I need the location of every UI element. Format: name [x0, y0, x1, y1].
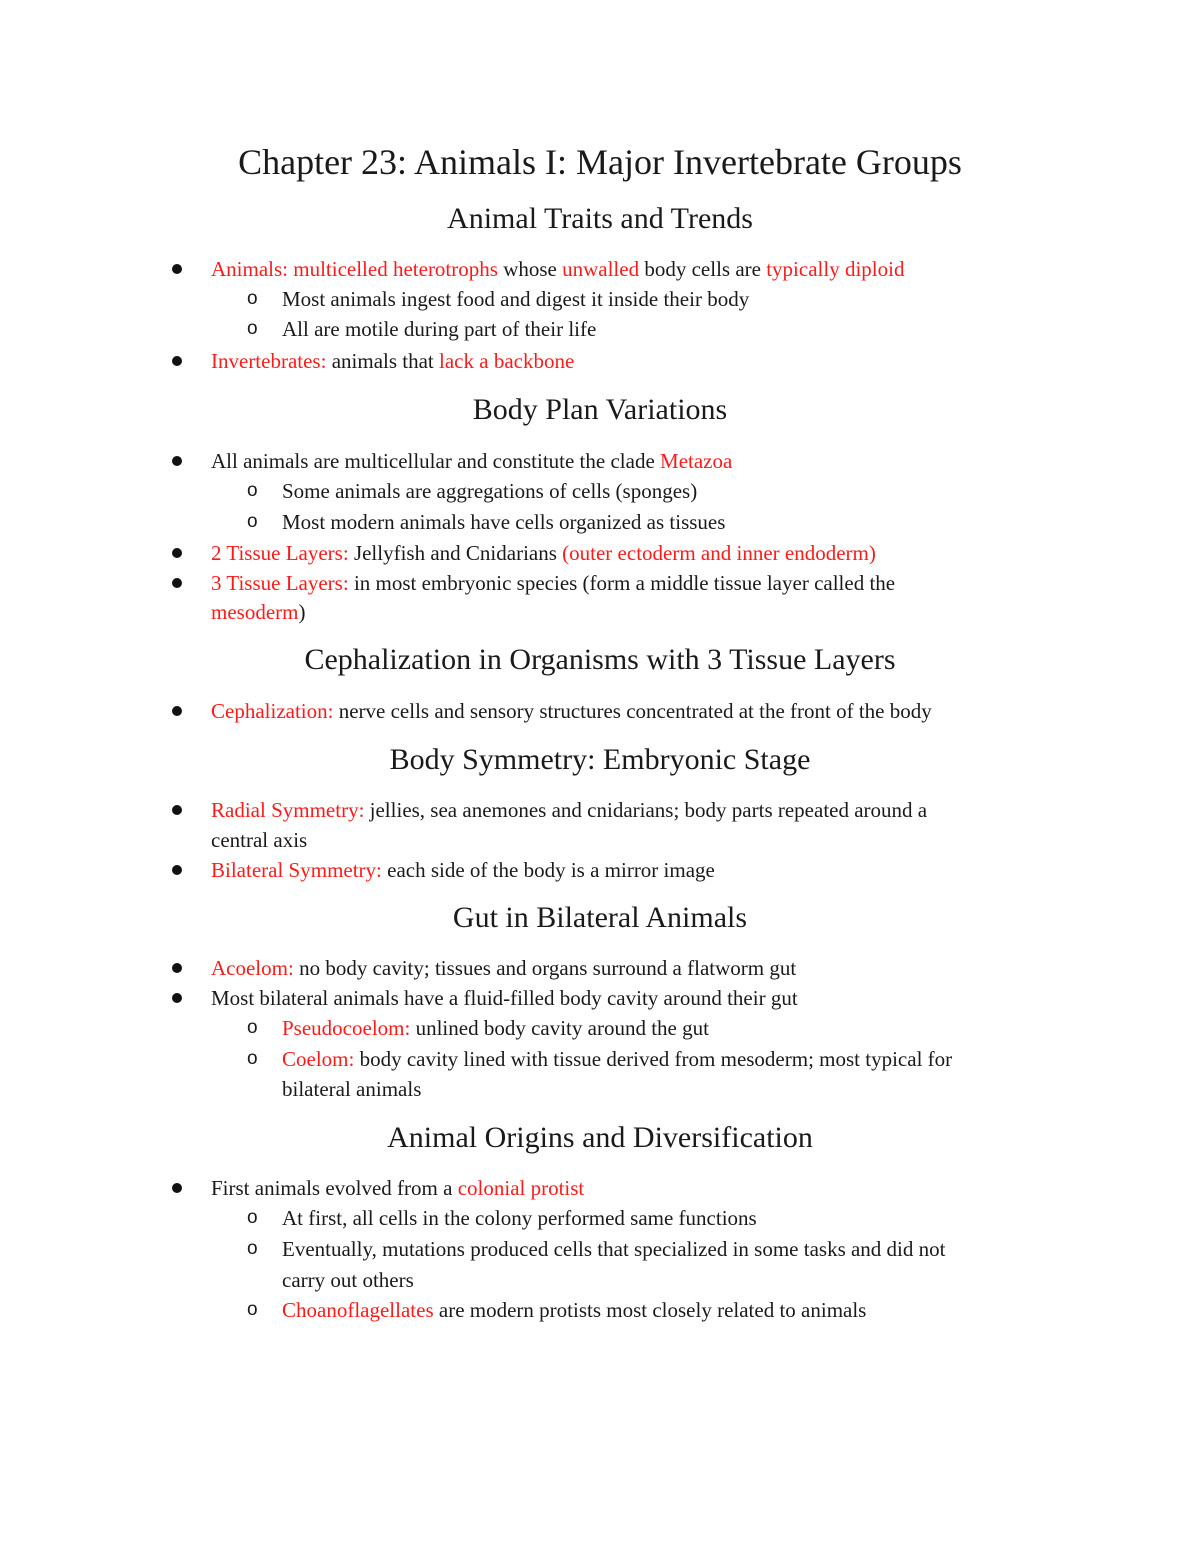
sub-list-item-line	[282, 1234, 945, 1264]
text-run: jellies, sea anemones and cnidarians; body parts repeated around a	[364, 798, 928, 822]
bullet-icon	[172, 578, 182, 588]
text-run: )	[298, 600, 306, 624]
sub-bullet-icon: o	[247, 318, 258, 339]
sub-list-item-line	[282, 1295, 866, 1325]
bullet-icon	[172, 356, 182, 366]
text-run: At first, all cells in the colony performed same functions	[282, 1206, 757, 1230]
sub-list-item-line	[282, 476, 697, 506]
highlighted-term: Bilateral Symmetry:	[211, 858, 382, 882]
page-title: Chapter 23: Animals I: Major Invertebrate Groups	[238, 142, 962, 182]
text-run: nerve cells and sensory structures concentrated at the front of the body	[333, 699, 932, 723]
sub-bullet-icon: o	[247, 1017, 258, 1038]
text-run: Eventually, mutations produced cells that specialized in some tasks and did not	[282, 1237, 946, 1261]
section-heading: Cephalization in Organisms with 3 Tissue Layers	[304, 643, 896, 676]
text-run: Jellyfish and Cnidarians	[348, 541, 563, 565]
highlighted-term: Animals: multicelled heterotrophs	[211, 257, 498, 281]
highlighted-term: Pseudocoelom:	[282, 1016, 411, 1040]
sub-bullet-icon: o	[247, 1207, 258, 1228]
bullet-icon	[172, 456, 182, 466]
sub-list-item-line	[282, 1013, 709, 1043]
text-run: are modern protists most closely related to animals	[433, 1298, 867, 1322]
list-item-line	[211, 983, 798, 1013]
text-run: Most bilateral animals have a fluid-filled body cavity around their gut	[211, 986, 798, 1010]
highlighted-term: 2 Tissue Layers:	[211, 541, 349, 565]
list-item-line	[211, 795, 927, 825]
sub-bullet-icon: o	[247, 1299, 258, 1320]
section-heading: Body Symmetry: Embryonic Stage	[389, 743, 811, 776]
sub-bullet-icon: o	[247, 1048, 258, 1069]
text-run: All are motile during part of their life	[282, 317, 597, 341]
list-item-line	[211, 597, 305, 627]
highlighted-term: 3 Tissue Layers:	[211, 571, 349, 595]
list-item-line	[211, 538, 876, 568]
bullet-icon	[172, 264, 182, 274]
sub-bullet-icon: o	[247, 1238, 258, 1259]
bullet-icon	[172, 548, 182, 558]
text-run: Most modern animals have cells organized as tissues	[282, 510, 726, 534]
text-run: unlined body cavity around the gut	[410, 1016, 709, 1040]
sub-bullet-icon: o	[247, 288, 258, 309]
sub-list-item-line	[282, 314, 596, 344]
text-run: All animals are multicellular and constitute the clade	[211, 449, 661, 473]
text-run: whose	[497, 257, 563, 281]
list-item-line	[211, 254, 904, 284]
highlighted-term: Cephalization:	[211, 699, 334, 723]
text-run: First animals evolved from a	[211, 1176, 458, 1200]
text-run: in most embryonic species (form a middle tissue layer called the	[348, 571, 896, 595]
text-run: carry out others	[282, 1268, 414, 1292]
list-item-line	[211, 1173, 584, 1203]
highlighted-term: Choanoflagellates	[282, 1298, 434, 1322]
sub-list-item-line	[282, 1044, 952, 1074]
sub-list-item-line	[282, 284, 749, 314]
section-heading: Gut in Bilateral Animals	[452, 901, 748, 934]
highlighted-term: Acoelom:	[211, 956, 294, 980]
bullet-icon	[172, 993, 182, 1003]
list-item-line	[211, 568, 895, 598]
list-item-line	[211, 825, 307, 855]
sub-bullet-icon: o	[247, 480, 258, 501]
sub-list-item-line	[282, 507, 725, 537]
section-heading: Body Plan Variations	[472, 393, 728, 426]
bullet-icon	[172, 805, 182, 815]
list-item-line	[211, 696, 932, 726]
text-run: animals that	[326, 349, 440, 373]
highlighted-term: mesoderm	[211, 600, 299, 624]
list-item-line	[211, 446, 732, 476]
text-run: bilateral animals	[282, 1077, 422, 1101]
text-run: each side of the body is a mirror image	[381, 858, 715, 882]
highlighted-term: typically diploid	[766, 257, 905, 281]
list-item-line	[211, 855, 715, 885]
section-heading: Animal Origins and Diversification	[387, 1121, 813, 1154]
highlighted-term: (outer ectoderm and inner endoderm)	[562, 541, 876, 565]
section-heading: Animal Traits and Trends	[447, 202, 753, 235]
sub-list-item-line	[282, 1265, 414, 1295]
highlighted-term: Coelom:	[282, 1047, 355, 1071]
text-run: no body cavity; tissues and organs surround a flatworm gut	[293, 956, 797, 980]
sub-list-item-line	[282, 1074, 421, 1104]
highlighted-term: Radial Symmetry:	[211, 798, 365, 822]
highlighted-term: Metazoa	[660, 449, 733, 473]
bullet-icon	[172, 963, 182, 973]
highlighted-term: colonial protist	[457, 1176, 585, 1200]
bullet-icon	[172, 1183, 182, 1193]
sub-list-item-line	[282, 1203, 757, 1233]
bullet-icon	[172, 865, 182, 875]
text-run: body cells are	[639, 257, 767, 281]
list-item-line	[211, 953, 796, 983]
text-run: Most animals ingest food and digest it inside their body	[282, 287, 750, 311]
text-run: Some animals are aggregations of cells (sponges)	[282, 479, 698, 503]
text-run: body cavity lined with tissue derived from mesoderm; most typical for	[354, 1047, 953, 1071]
highlighted-term: Invertebrates:	[211, 349, 327, 373]
text-run: central axis	[211, 828, 308, 852]
sub-bullet-icon: o	[247, 511, 258, 532]
list-item-line	[211, 346, 574, 376]
bullet-icon	[172, 706, 182, 716]
highlighted-term: lack a backbone	[439, 349, 575, 373]
highlighted-term: unwalled	[562, 257, 640, 281]
